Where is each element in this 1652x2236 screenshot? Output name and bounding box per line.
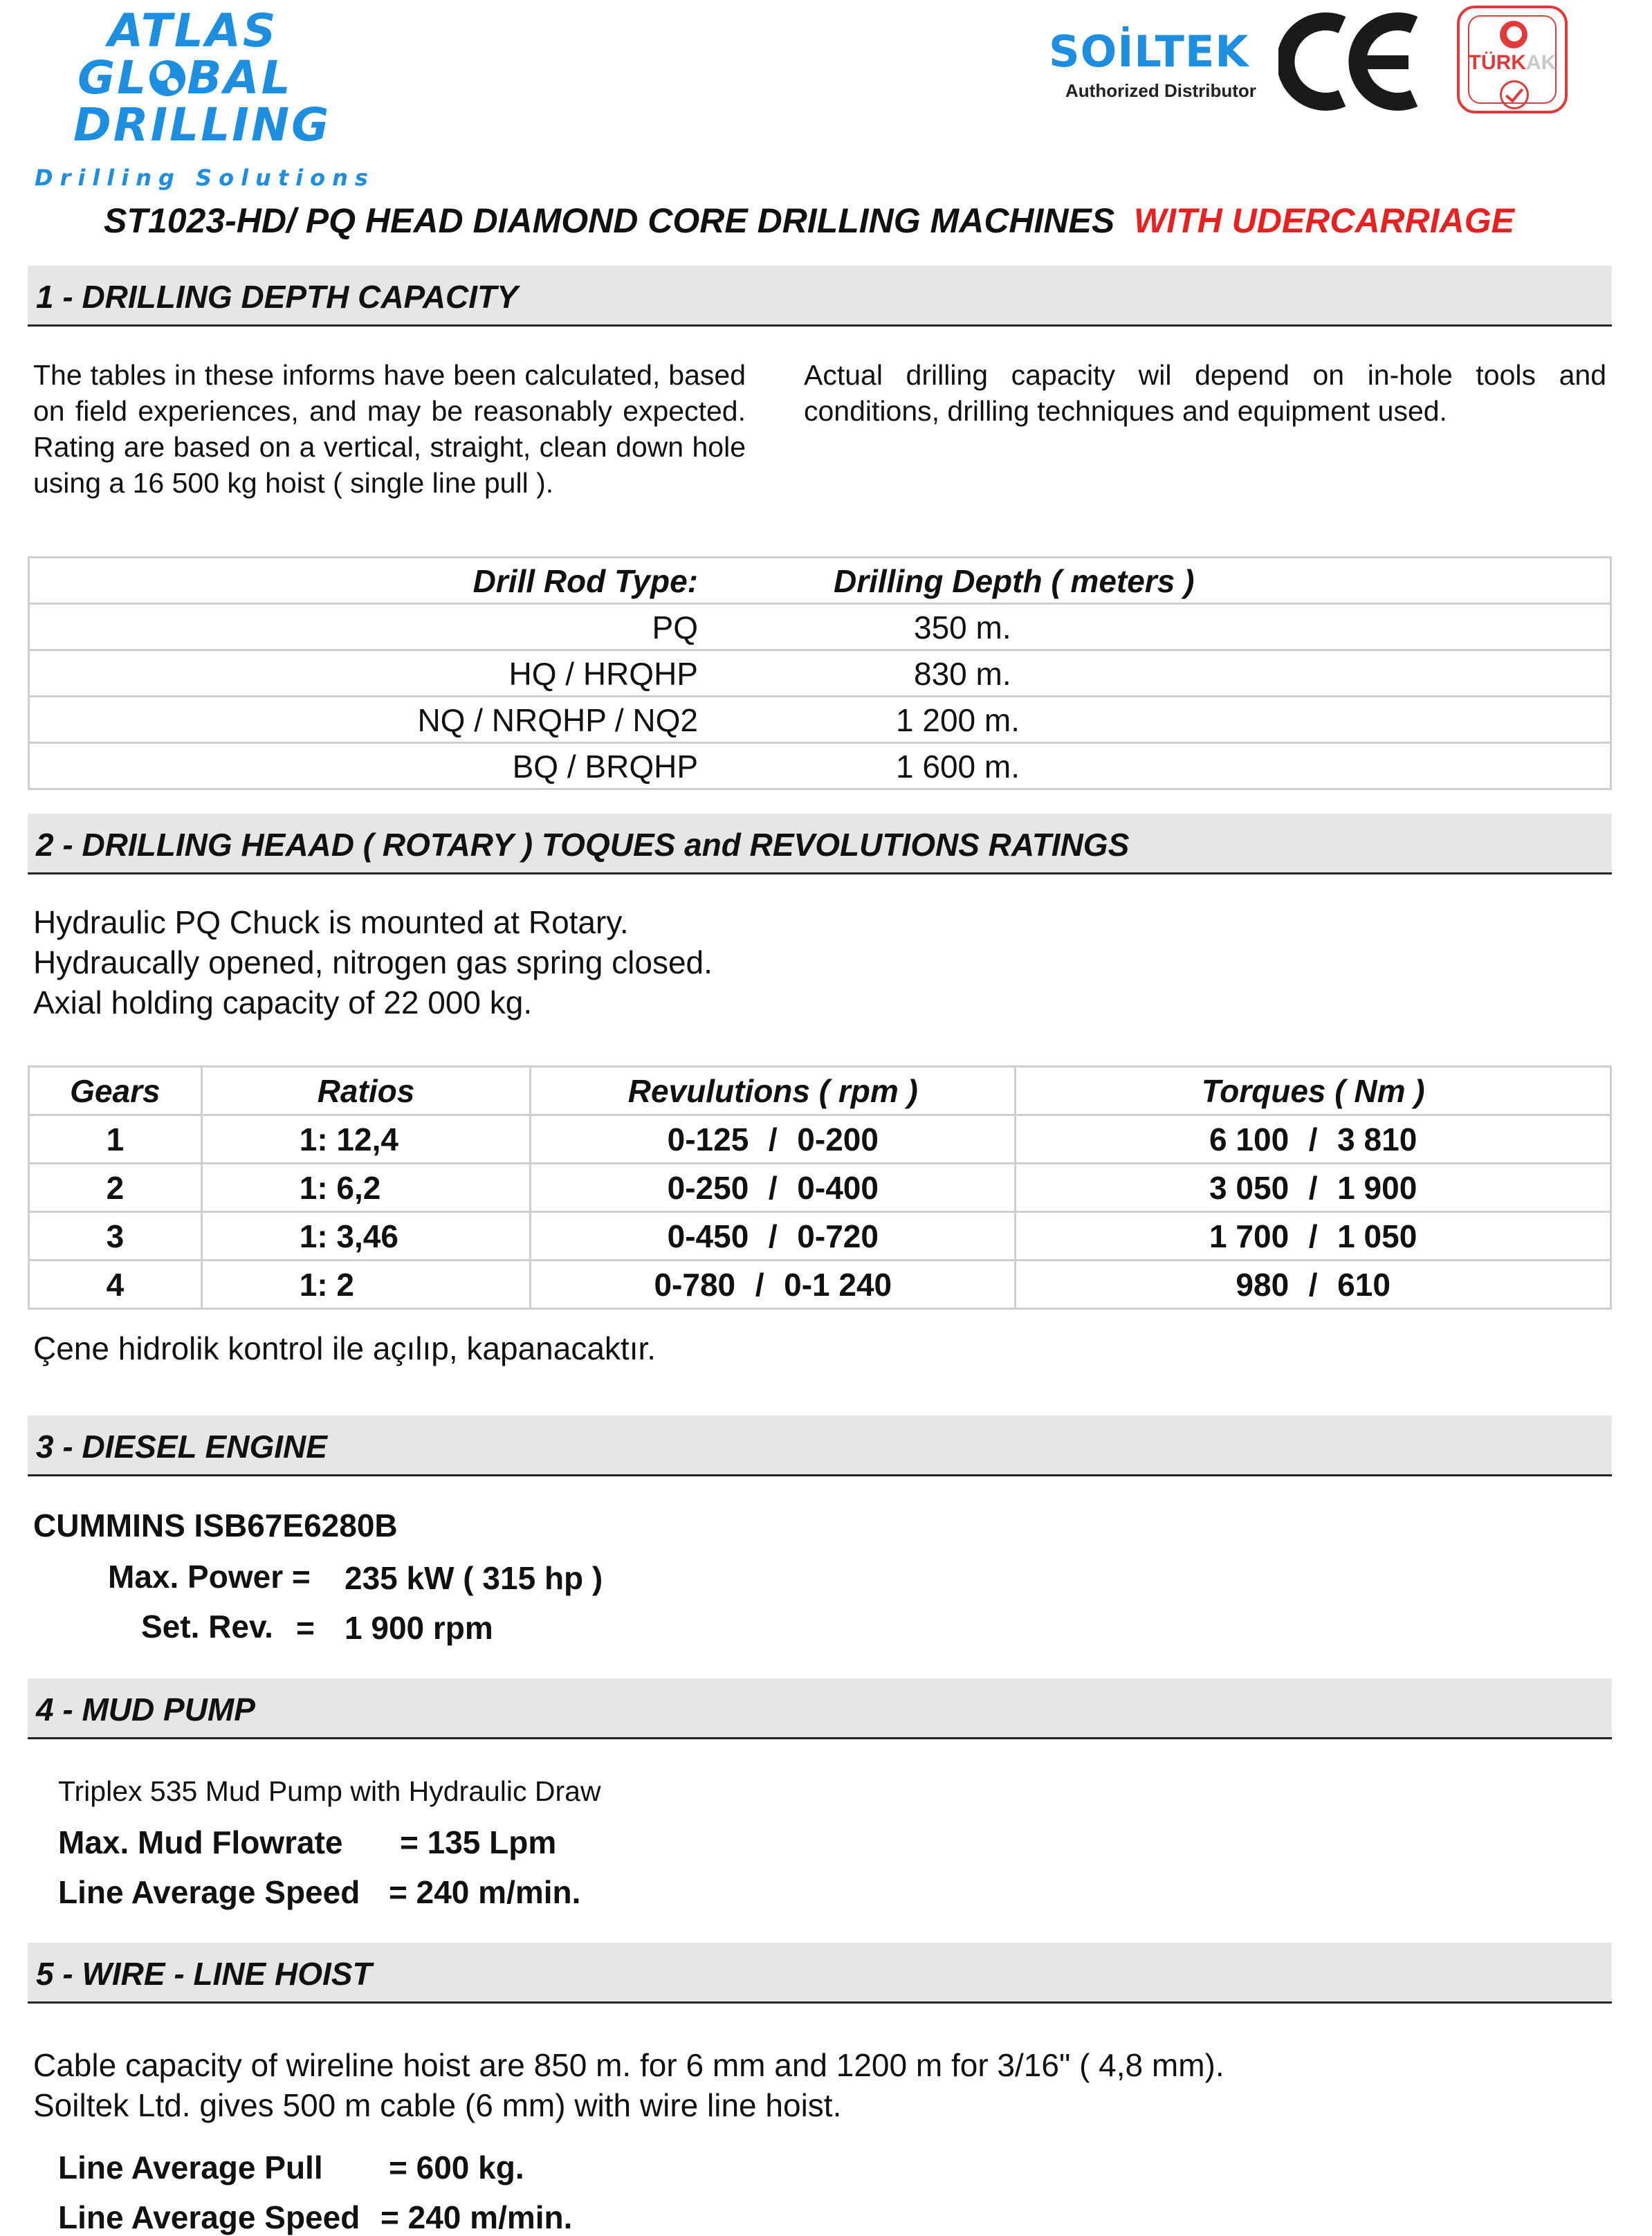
brand-logo-line3: DRILLING bbox=[73, 98, 331, 152]
header-drill-rod-type: Drill Rod Type: bbox=[472, 563, 698, 599]
torque-low: 1 700 bbox=[1209, 1218, 1290, 1254]
separator: / bbox=[1308, 1266, 1318, 1303]
gear-cell: 4 bbox=[29, 1261, 202, 1309]
turkak-accreditation-logo bbox=[1457, 6, 1568, 113]
ratio-cell: 1: 3,46 bbox=[201, 1212, 531, 1261]
rev-high: 0-1 240 bbox=[784, 1266, 892, 1303]
section-title: 2 - DRILLING HEAAD ( ROTARY ) TOQUES and REVOLUTIONS RATINGS bbox=[36, 827, 1130, 863]
max-power-value: 235 kW ( 315 hp ) bbox=[345, 1560, 603, 1596]
crescent-star-icon bbox=[1500, 21, 1527, 48]
rev-low: 0-125 bbox=[667, 1121, 749, 1157]
rod-type: BQ / BRQHP bbox=[512, 749, 698, 785]
torque-high: 610 bbox=[1337, 1266, 1391, 1303]
authorized-distributor-caption: Authorized Distributor bbox=[1065, 80, 1256, 101]
ratio-cell: 1: 2 bbox=[201, 1261, 531, 1309]
chuck-note: Çene hidrolik kontrol ile açılıp, kapanacaktır. bbox=[33, 1330, 657, 1366]
table-row bbox=[30, 605, 1610, 651]
turkak-text-right: AK bbox=[1525, 51, 1557, 74]
separator: / bbox=[1308, 1121, 1318, 1157]
rev-high: 0-720 bbox=[797, 1218, 879, 1254]
set-rev-label: Set. Rev. bbox=[141, 1609, 273, 1644]
separator: / bbox=[768, 1169, 778, 1206]
depth-intro-right: Actual drilling capacity wil depend on in-hole tools and conditions, drilling techniques and equipment used. bbox=[804, 359, 1606, 427]
rotary-line-3: Axial holding capacity of 22 000 kg. bbox=[33, 984, 533, 1020]
revolutions-cell bbox=[531, 1164, 1016, 1212]
rod-type: HQ / HRQHP bbox=[508, 656, 698, 692]
brand-tagline: Drilling Solutions bbox=[35, 165, 375, 191]
separator: / bbox=[1308, 1218, 1318, 1254]
torque-low: 980 bbox=[1236, 1266, 1290, 1303]
gear-cell: 1 bbox=[29, 1115, 202, 1164]
gear-cell: 2 bbox=[29, 1164, 202, 1212]
pump-line-speed-value: = 240 m/min. bbox=[389, 1874, 581, 1910]
torque-high: 1 900 bbox=[1337, 1169, 1417, 1206]
ratio-cell: 1: 6,2 bbox=[201, 1164, 531, 1212]
drilling-depth-table bbox=[28, 556, 1612, 790]
gears-table bbox=[28, 1065, 1612, 1310]
table-row bbox=[30, 651, 1610, 697]
turkak-text-left: TÜRK bbox=[1468, 51, 1526, 74]
section-title: 5 - WIRE - LINE HOIST bbox=[36, 1956, 372, 1992]
torques-cell bbox=[1016, 1212, 1611, 1261]
torques-cell bbox=[1016, 1115, 1611, 1164]
engine-model: CUMMINS ISB67E6280B bbox=[33, 1508, 398, 1543]
pump-line-speed-label: Line Average Speed bbox=[58, 1874, 360, 1910]
header-ratios: Ratios bbox=[201, 1067, 531, 1115]
mud-flowrate-label: Max. Mud Flowrate bbox=[58, 1824, 343, 1860]
separator: / bbox=[768, 1218, 778, 1254]
brand-logo-line2-left: GL bbox=[77, 51, 149, 104]
header-drilling-depth: Drilling Depth ( meters ) bbox=[834, 563, 1195, 599]
max-power-label: Max. Power = bbox=[108, 1559, 311, 1595]
table-row bbox=[29, 1115, 1611, 1164]
depth-value: 830 m. bbox=[914, 656, 1011, 692]
section-title: 3 - DIESEL ENGINE bbox=[36, 1429, 327, 1465]
separator: / bbox=[1308, 1169, 1318, 1206]
rev-low: 0-250 bbox=[667, 1169, 749, 1206]
hoist-cable-capacity: Cable capacity of wireline hoist are 850 m. for 6 mm and 1200 m for 3/16" ( 4,8 mm). bbox=[33, 2047, 1224, 2083]
mud-flowrate-value: = 135 Lpm bbox=[400, 1824, 557, 1860]
rotary-line-2: Hydraucally opened, nitrogen gas spring closed. bbox=[33, 944, 713, 980]
rev-low: 0-450 bbox=[667, 1218, 749, 1254]
torques-cell bbox=[1016, 1164, 1611, 1212]
set-rev-equals: = bbox=[296, 1610, 315, 1646]
table-row bbox=[30, 744, 1610, 788]
header-torques: Torques ( Nm ) bbox=[1016, 1067, 1611, 1115]
revolutions-cell bbox=[531, 1115, 1016, 1164]
rod-type: NQ / NRQHP / NQ2 bbox=[417, 702, 698, 738]
torque-low: 6 100 bbox=[1209, 1121, 1290, 1157]
document-title-main: ST1023-HD/ PQ HEAD DIAMOND CORE DRILLING MACHINES bbox=[104, 201, 1115, 240]
soiltek-logo: SOİLTEK bbox=[1049, 26, 1249, 77]
brand-logo-line2 bbox=[77, 51, 293, 104]
hoist-line-speed-value: = 240 m/min. bbox=[380, 2199, 573, 2235]
table-header-row bbox=[29, 1067, 1611, 1115]
depth-intro-left: The tables in these informs have been calculated, based on field experiences, and may be reasonably expected. Rating are based on a vertical, straight, clean down hole using a 16 500 kg hoist ( single line pull ). bbox=[33, 359, 746, 499]
section-header-rotary-ratings bbox=[28, 814, 1612, 874]
hoist-pull-value: = 600 kg. bbox=[389, 2150, 524, 2185]
separator: / bbox=[755, 1266, 764, 1303]
header-revolutions: Revulutions ( rpm ) bbox=[531, 1067, 1016, 1115]
rev-high: 0-400 bbox=[797, 1169, 879, 1206]
mud-pump-description: Triplex 535 Mud Pump with Hydraulic Draw bbox=[58, 1775, 601, 1807]
hoist-cable-supply: Soiltek Ltd. gives 500 m cable (6 mm) with wire line hoist. bbox=[33, 2087, 842, 2123]
rotary-line-1: Hydraulic PQ Chuck is mounted at Rotary. bbox=[33, 904, 629, 940]
brand-logo-line1: ATLAS bbox=[108, 4, 278, 57]
section-header-mud-pump bbox=[28, 1678, 1612, 1739]
table-row bbox=[29, 1212, 1611, 1261]
set-rev-value: 1 900 rpm bbox=[345, 1610, 493, 1646]
section-title: 4 - MUD PUMP bbox=[36, 1692, 255, 1728]
torques-cell bbox=[1016, 1261, 1611, 1309]
rev-high: 0-200 bbox=[797, 1121, 879, 1157]
separator: / bbox=[768, 1121, 778, 1157]
table-row bbox=[29, 1261, 1611, 1309]
document-title bbox=[104, 201, 1514, 241]
hoist-pull-label: Line Average Pull bbox=[58, 2150, 323, 2185]
torque-low: 3 050 bbox=[1209, 1169, 1290, 1206]
table-row bbox=[30, 697, 1610, 744]
depth-value: 350 m. bbox=[914, 610, 1011, 645]
section-header-wire-line-hoist bbox=[28, 1943, 1612, 2004]
revolutions-cell bbox=[531, 1212, 1016, 1261]
depth-value: 1 200 m. bbox=[896, 702, 1020, 738]
revolutions-cell bbox=[531, 1261, 1016, 1309]
torque-high: 3 810 bbox=[1337, 1121, 1417, 1157]
ce-mark-icon bbox=[1278, 10, 1425, 113]
brand-logo-line2-right: BAL bbox=[187, 51, 293, 104]
checkmark-icon bbox=[1500, 80, 1529, 109]
header-gears: Gears bbox=[29, 1067, 202, 1115]
rod-type: PQ bbox=[652, 610, 698, 645]
gear-cell: 3 bbox=[29, 1212, 202, 1261]
ratio-cell: 1: 12,4 bbox=[201, 1115, 531, 1164]
depth-value: 1 600 m. bbox=[896, 749, 1020, 785]
section-header-drilling-depth bbox=[28, 266, 1612, 327]
globe-icon bbox=[149, 60, 185, 96]
table-header-row bbox=[30, 558, 1610, 605]
section-header-diesel-engine bbox=[28, 1415, 1612, 1476]
rev-low: 0-780 bbox=[654, 1266, 736, 1303]
section-title: 1 - DRILLING DEPTH CAPACITY bbox=[36, 279, 518, 315]
hoist-line-speed-label: Line Average Speed bbox=[58, 2199, 360, 2235]
torque-high: 1 050 bbox=[1337, 1218, 1417, 1254]
table-row bbox=[29, 1164, 1611, 1212]
document-title-highlight: WITH UDERCARRIAGE bbox=[1134, 201, 1515, 240]
